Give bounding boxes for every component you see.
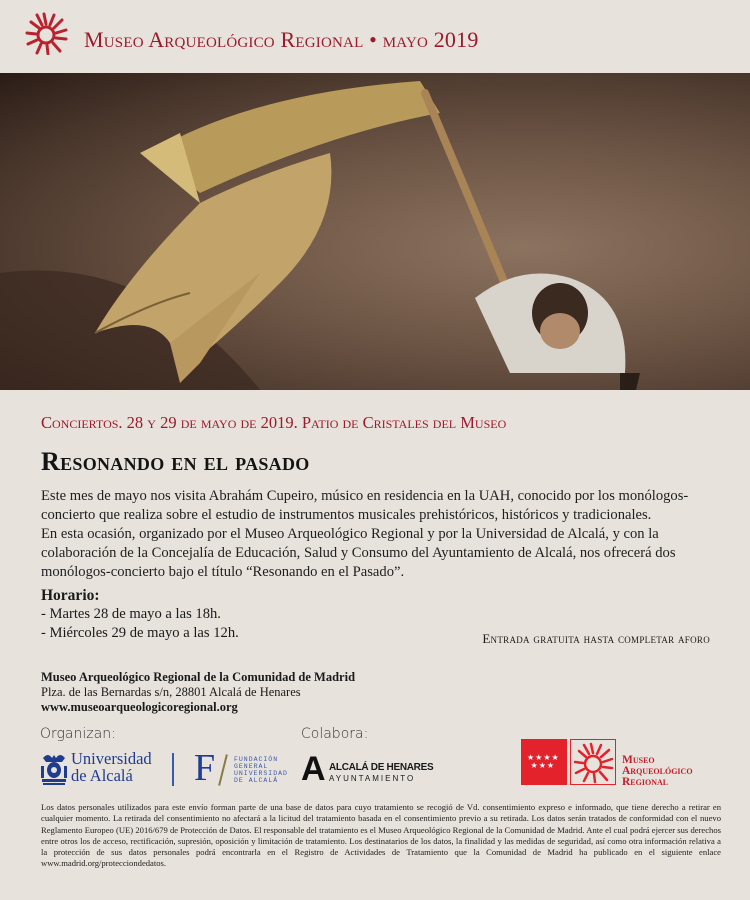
colabora-label: Colabora: xyxy=(301,726,369,742)
museo-sun-logo xyxy=(570,739,616,785)
header xyxy=(0,0,750,73)
university-crest-icon xyxy=(40,752,68,786)
museo-logo-text xyxy=(622,755,693,788)
organizan-label: Organizan: xyxy=(40,726,116,742)
museum-street: Plza. de las Bernardas s/n, 28801 Alcalá de Henares xyxy=(41,685,301,699)
schedule-item: - Miércoles 29 de mayo a las 12h. xyxy=(41,625,239,641)
photo-illustration xyxy=(0,73,750,390)
event-photo xyxy=(0,73,750,390)
logo-divider xyxy=(172,753,174,786)
uah-line-2: de Alcalá xyxy=(71,766,133,785)
fundacion-general-logo xyxy=(194,747,289,789)
sun-logo-icon xyxy=(571,740,615,784)
museum-address xyxy=(41,670,355,715)
stars-icon: ★★★★ ★★★ xyxy=(527,753,560,770)
fundacion-line: DE ALCALÁ xyxy=(234,777,279,784)
event-title: Resonando en el pasado xyxy=(41,447,310,476)
fundacion-slash-icon xyxy=(218,754,228,786)
header-title: Museo Arqueológico Regional • mayo 2019 xyxy=(84,27,479,52)
schedule-item: - Martes 28 de mayo a las 18h. xyxy=(41,606,221,622)
museo-logo-line: Museo xyxy=(622,754,655,766)
museo-logo-line: Arqueológico xyxy=(622,765,693,777)
event-description xyxy=(41,487,731,582)
ayuntamiento-line-1: ALCALÁ DE HENARES xyxy=(329,762,434,773)
legal-notice: Los datos personales utilizados para este envío forman parte de una base de datos para cuyo tratamiento se recogió de Vd. consentimiento expreso e informado, que tiene derecho a retirar en cualquier momento. La retirada del consentimiento no afectará a la licitud del tratamiento basada en el consentimiento previo a su retirada. Los datos serán tratados de conformidad con el nuevo Reglamento Europeo (UE) 2016/679 de Protección de Datos. El responsable del tratamiento es el Museo Arqueológico Regional de la Comunidad de Madrid. Ante el cual podrá ejercer sus derechos entre otros los de acceso, rectificación, supresión, oposición y limitación de tratamiento. Los destinatarios de los datos, la finalidad y las medidas de seguridad, así como otra información relativa a la protección de sus datos personales podrá encontrarla en el Registro de Actividades de Tratamiento que la Comunidad de Madrid ha publicado en el siguiente enlace www.madrid.org/protecciondedatos. xyxy=(41,802,721,869)
description-paragraph-1: Este mes de mayo nos visita Abrahám Cupeiro, músico en residencia en la UAH, conocido por los monólogos-concierto que realiza sobre el estudio de instrumentos musicales prehistóricos, históricos y tradicionales. xyxy=(41,488,689,523)
fundacion-letter: F xyxy=(194,747,216,789)
fundacion-line: GENERAL xyxy=(234,763,269,770)
schedule-label: Horario: xyxy=(41,587,100,604)
sun-logo-icon xyxy=(24,11,68,55)
fundacion-line: UNIVERSIDAD xyxy=(234,770,288,777)
admission-note: Entrada gratuita hasta completar aforo xyxy=(482,631,710,646)
description-paragraph-2: En esta ocasión, organizado por el Museo Arqueológico Regional y por la Universidad de Alcalá, y con la colaboración de la Concejalía de Educación, Salud y Consumo del Ayuntamiento de Alcalá, nos ofrecerá dos monólogos-concierto bajo el título “Resonando en el Pasado”. xyxy=(41,526,676,580)
fundacion-line: FUNDACIÓN xyxy=(234,756,279,763)
schedule xyxy=(41,586,239,643)
ayuntamiento-line-2: AYUNTAMIENTO xyxy=(329,774,416,783)
comunidad-madrid-logo xyxy=(521,739,567,785)
ayuntamiento-letter: A xyxy=(301,750,326,788)
event-subtitle: Conciertos. 28 y 29 de mayo de 2019. Patio de Cristales del Museo xyxy=(41,413,507,432)
museum-name: Museo Arqueológico Regional de la Comunidad de Madrid xyxy=(41,670,356,684)
museo-logo-line: Regional xyxy=(622,776,669,788)
fundacion-text xyxy=(234,756,288,784)
universidad-alcala-logo xyxy=(40,749,152,786)
museum-website-link[interactable]: www.museoarqueologicoregional.org xyxy=(41,700,238,714)
uah-line-1: Universidad xyxy=(71,749,152,768)
ayuntamiento-alcala-logo xyxy=(301,750,434,788)
uah-name xyxy=(71,750,152,784)
